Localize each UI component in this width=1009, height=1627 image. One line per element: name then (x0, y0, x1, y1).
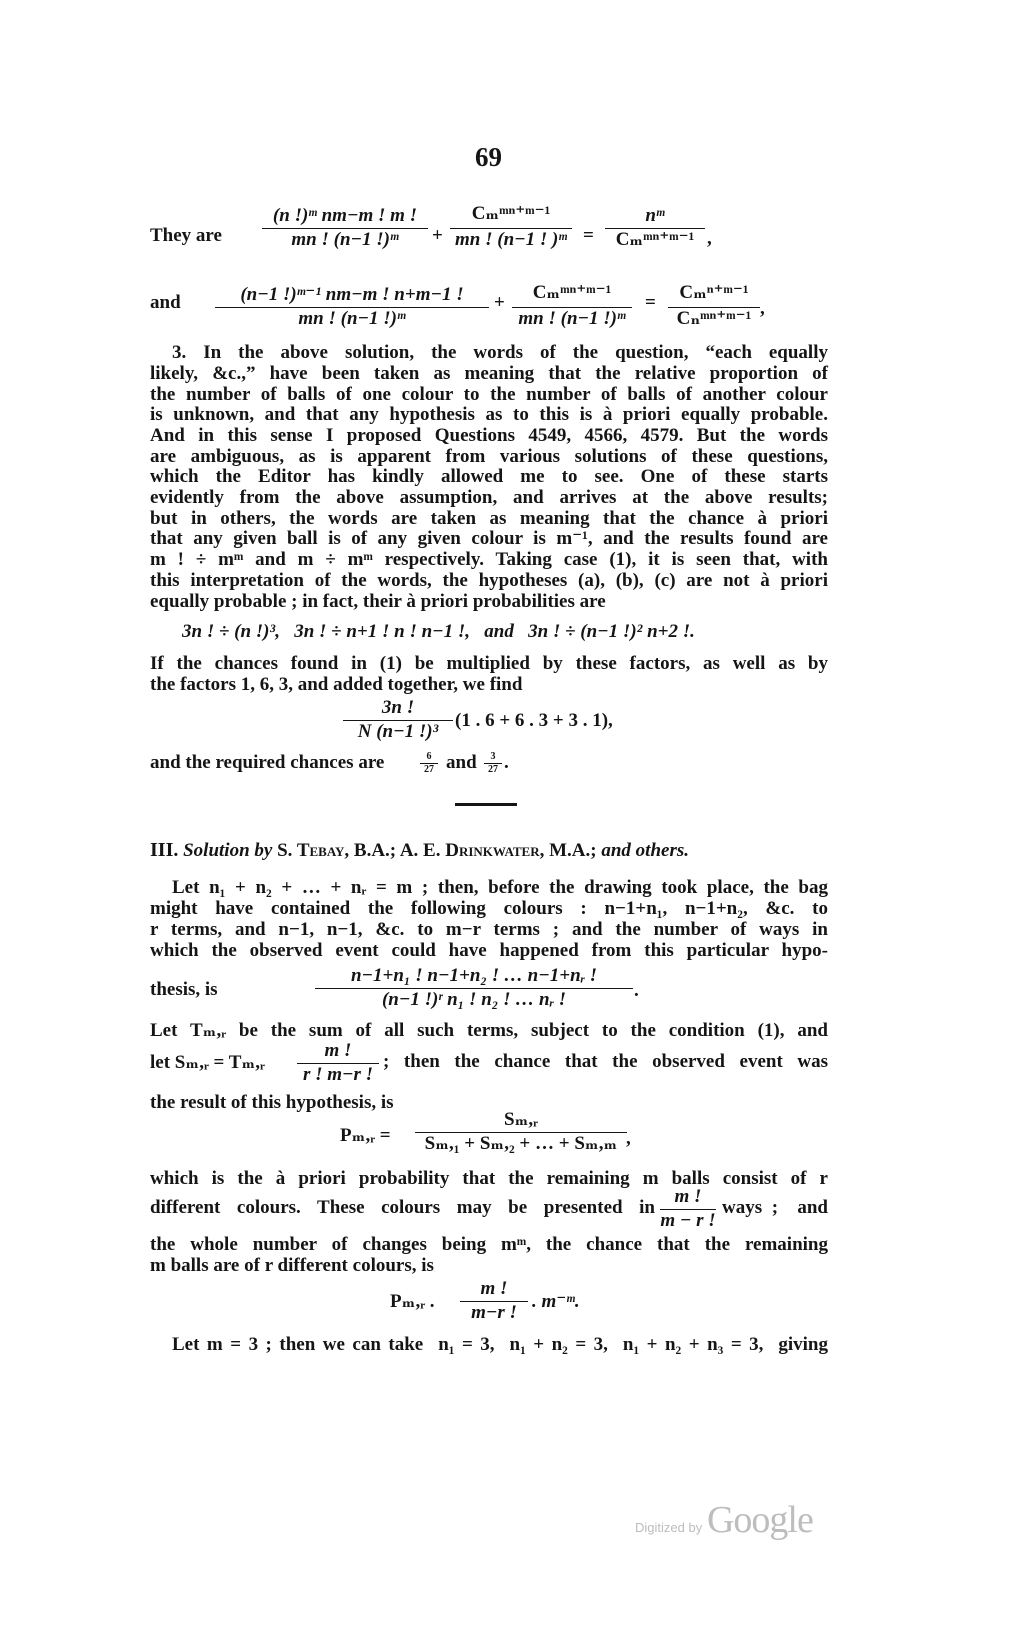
section-heading (150, 839, 689, 862)
numerator: Cₘᵐⁿ⁺ᵐ⁻¹ (450, 201, 572, 229)
factors-formula: 3n ! ÷ (n !)³, 3n ! ÷ n+1 ! n ! n−1 !, and 3n ! ÷ (n−1 !)² n+2 !. (182, 621, 695, 642)
text-line: m ! ÷ mᵐ and m ÷ mᵐ respectively. Taking case (1), it is seen that, with (150, 549, 828, 570)
fraction (297, 1040, 379, 1086)
text-line: the result of this hypothesis, is (150, 1092, 394, 1113)
sum-tail: (1 . 6 + 6 . 3 + 3 . 1), (455, 710, 613, 731)
fraction (512, 280, 632, 330)
denominator: mn ! (n−1 !)ᵐ (291, 229, 399, 250)
plus-sign: + (432, 225, 443, 246)
text-line: equally probable ; in fact, their à priori probabilities are (150, 591, 606, 612)
text-line: Let Tₘ,ᵣ be the sum of all such terms, subject to the condition (1), and (150, 1020, 828, 1041)
thesis-label: thesis, is (150, 979, 218, 1000)
equals-sign: = (583, 225, 594, 246)
comma: , (707, 228, 712, 249)
denominator: mn ! (n−1 ! )ᵐ (455, 229, 567, 250)
comma: , (626, 1128, 631, 1149)
text-line: which the observed event could have happened from this particular hypo- (150, 940, 828, 961)
text: and the required chances are (150, 752, 385, 773)
text-line: 3. In the above solution, the words of the question, “each equally (172, 342, 828, 363)
text-line: which is the à priori probability that the remaining m balls consist of r (150, 1168, 828, 1189)
text: ways ; and (722, 1197, 828, 1218)
page-number: 69 (475, 142, 502, 172)
numerator: m ! (460, 1278, 528, 1302)
equals-sign: = (645, 292, 656, 313)
denominator: m−r ! (471, 1302, 517, 1323)
numerator: 3 (484, 752, 502, 764)
text-line: likely, &c.,” have been taken as meaning that the relative proportion of (150, 363, 828, 384)
denominator: m − r ! (660, 1210, 716, 1231)
text: ; then the chance that the observed event was (383, 1051, 828, 1072)
denominator: r ! m−r ! (302, 1064, 374, 1085)
fraction (415, 1109, 627, 1155)
digitized-label: Digitized by (635, 1520, 703, 1535)
denominator: Sₘ,₁ + Sₘ,₂ + … + Sₘ,ₘ (424, 1133, 618, 1154)
text: let Sₘ,ᵣ = Tₘ,ᵣ (150, 1052, 265, 1073)
numerator: n−1+n₁ ! n−1+n₂ ! … n−1+nᵣ ! (315, 965, 633, 989)
plus-sign: + (494, 292, 505, 313)
numerator: m ! (660, 1186, 716, 1210)
text: . m⁻ᵐ. (532, 1291, 580, 1312)
text-line: is unknown, and that any hypothesis as to this is à priori equally probable. (150, 404, 828, 425)
text: different colours. These colours may be presented in (150, 1197, 655, 1218)
sum-fraction (343, 697, 453, 743)
text-line: If the chances found in (1) be multiplied by these factors, as well as by (150, 653, 828, 674)
period: . (634, 980, 639, 1001)
equation-label: and (150, 292, 181, 313)
text-line: Let m = 3 ; then we can take n₁ = 3, n₁ + n₂ = 3, n₁ + n₂ + n₃ = 3, giving (172, 1334, 828, 1355)
fraction (450, 201, 572, 251)
fraction (215, 284, 489, 330)
text-line: evidently from the above assumption, and arrives at the above results; (150, 487, 828, 508)
text-line: might have contained the following colours : n−1+n₁, n−1+n₂, &c. to (150, 898, 828, 919)
section-numeral: III. (150, 839, 179, 861)
fraction (660, 1186, 716, 1232)
and-others: and others. (601, 840, 689, 861)
denominator: N (n−1 !)³ (357, 721, 439, 742)
text-line: this interpretation of the words, the hypotheses (a), (b), (c) are not à priori (150, 570, 828, 591)
denominator: (n−1 !)ʳ n₁ ! n₂ ! … nᵣ ! (381, 989, 566, 1010)
denominator: 27 (488, 764, 498, 775)
numerator: Sₘ,ᵣ (415, 1109, 627, 1133)
digitized-by-google-watermark (635, 1498, 813, 1542)
denominator: mn ! (n−1 !)ᵐ (518, 308, 626, 329)
denominator: 27 (424, 764, 434, 775)
text-line: which the Editor has kindly allowed me to see. One of these starts (150, 466, 828, 487)
text-line: the factors 1, 6, 3, and added together, we find (150, 674, 523, 695)
fraction (484, 752, 502, 775)
text-line: are ambiguous, as is apparent from various solutions of these questions, (150, 446, 828, 467)
text: and (446, 752, 477, 773)
numerator: (n−1 !)ᵐ⁻¹ nm−m ! n+m−1 ! (215, 284, 489, 308)
thesis-fraction (315, 965, 633, 1011)
text-line: but in others, the words are taken as meaning that the chance à priori (150, 508, 828, 529)
google-logo: Google (706, 1499, 813, 1541)
numerator: m ! (297, 1040, 379, 1064)
text-line: r terms, and n−1, n−1, &c. to m−r terms ; and the number of ways in (150, 919, 828, 940)
denominator: mn ! (n−1 !)ᵐ (298, 308, 406, 329)
text-line: m balls are of r different colours, is (150, 1255, 434, 1276)
fraction (668, 280, 760, 330)
text-line: the number of balls of one colour to the number of balls of another colour (150, 384, 828, 405)
text-line: Let n₁ + n₂ + … + nᵣ = m ; then, before the drawing took place, the bag (172, 877, 828, 898)
text: Pₘ,ᵣ = (340, 1125, 391, 1146)
denominator: Cₙᵐⁿ⁺ᵐ⁻¹ (676, 308, 752, 329)
numerator: Cₘᵐⁿ⁺ᵐ⁻¹ (512, 280, 632, 308)
solution-by: Solution by (183, 840, 273, 861)
text-line: that any given ball is of any given colour is m⁻¹, and the results found are (150, 528, 828, 549)
fraction (262, 205, 428, 251)
fraction (605, 205, 705, 251)
fraction (420, 752, 438, 775)
fraction (460, 1278, 528, 1324)
denominator: Cₘᵐⁿ⁺ᵐ⁻¹ (615, 229, 695, 250)
authors: S. Tebay, B.A.; A. E. Drinkwater, M.A.; (277, 840, 597, 861)
numerator: nᵐ (605, 205, 705, 229)
section-divider (455, 803, 517, 806)
text-line: And in this sense I proposed Questions 4549, 4566, 4579. But the words (150, 425, 828, 446)
numerator: 6 (420, 752, 438, 764)
equation-label: They are (150, 225, 222, 246)
numerator: Cₘⁿ⁺ᵐ⁻¹ (668, 280, 760, 308)
text: Pₘ,ᵣ . (390, 1291, 435, 1312)
comma: , (760, 298, 765, 319)
text: . (504, 752, 509, 773)
text-line: the whole number of changes being mᵐ, the chance that the remaining (150, 1234, 828, 1255)
numerator: 3n ! (343, 697, 453, 721)
numerator: (n !)ᵐ nm−m ! m ! (262, 205, 428, 229)
